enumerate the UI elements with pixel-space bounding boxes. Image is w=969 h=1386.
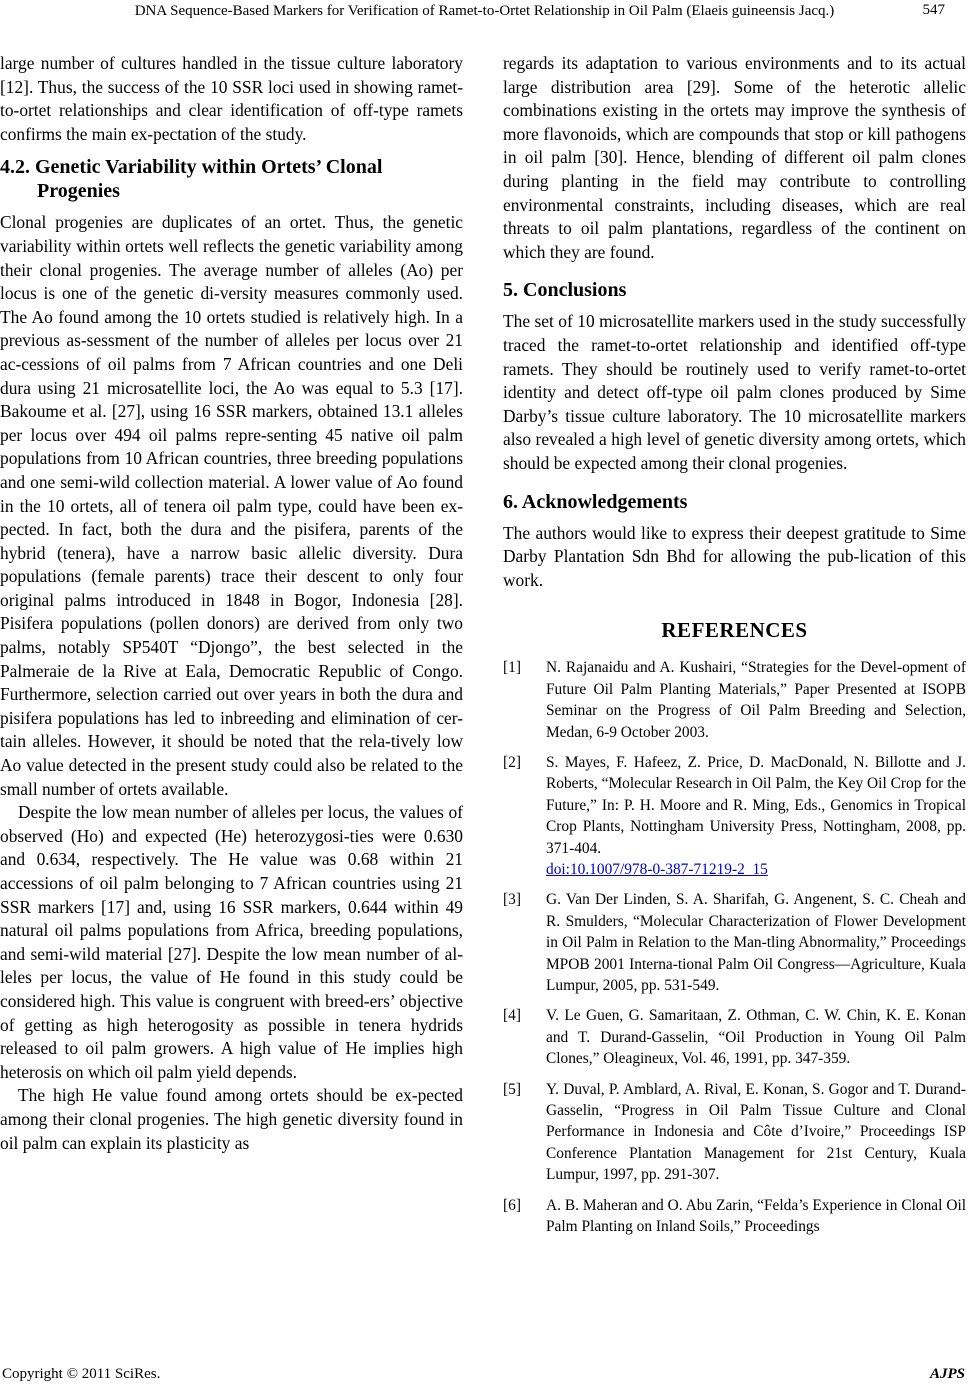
reference-number: [1] [503, 659, 521, 677]
reference-item [503, 1195, 966, 1238]
paragraph-acknowledgements: The authors would like to express their deepest gratitude to Sime Darby Plantation Sdn Bhd for allowing the pub-lication of this work. [503, 522, 966, 590]
copyright-footer: Copyright © 2011 SciRes. [2, 1366, 161, 1382]
running-header: DNA Sequence-Based Markers for Verification of Ramet-to-Ortet Relationship in Oil Palm (Elaeis guineensis Jacq.) [134, 3, 835, 19]
paragraph-clonal-progenies: Clonal progenies are duplicates of an ortet. Thus, the genetic variability within ortets well reflects the genetic variability among their clonal progenies. The average number of alleles (Ao) per locus is one of the genetic di-versity measures commonly used. The Ao found among the 10 ortets studied is relatively high. In a previous as-sessment of the number of alleles per locus over 21 ac-cessions of oil palms from 7 African countries and one Deli dura using 21 microsatellite loci, the Ao was equal to 5.3 [17]. Bakoume et al. [27], using 16 SSR markers, obtained 13.1 alleles per locus over 494 oil palms repre-senting 45 native oil palm populations from 10 African countries, three breeding populations and one semi-wild collection material. A lower value of Ao found in the 10 ortets, all of tenera oil palm type, could have been ex-pected. In fact, both the dura and the pisifera, parents of the hybrid (tenera), have a narrow basic allelic diversity. Dura populations (female parents) trace their descent to only four original palms introduced in 1848 in Bogor, Indonesia [28]. Pisifera populations (pollen donors) are derived from only two palms, notably SP540T “Djongo”, the best selected in the Palmeraie de la Rive at Eala, Democratic Republic of Congo. Furthermore, selection carried out over years in both the dura and pisifera populations has led to inbreeding and elimination of cer-tain alleles. However, it should be noted that the rela-tively low Ao value detected in the present study could also be related to the small number of ortets available. [0, 212, 463, 799]
reference-text: A. B. Maheran and O. Abu Zarin, “Felda’s Experience in Clonal Oil Palm Planting on Inland Soils,” Proceedings [546, 1196, 966, 1236]
reference-item [503, 1079, 966, 1186]
section-number: 4.2. [0, 156, 30, 179]
paragraph-conclusions: The set of 10 microsatellite markers used in the study successfully traced the ramet-to-ortet relationship and identified off-type ramets. They should be routinely used to verify ramet-to-ortet identity and detect off-type oil palm clones produced by Sime Darby’s tissue culture laboratory. The 10 microsatellite markers also revealed a high level of genetic diversity among ortets, which should be expected among their clonal progenies. [503, 311, 966, 473]
reference-text: Y. Duval, P. Amblard, A. Rival, E. Konan, S. Gogor and T. Durand-Gasselin, “Progress in Oil Palm Tissue Culture and Clonal Performance in Indonesia and Côte d’Ivoire,” Proceedings ISP Conference Plantation Management for 21st Century, Kuala Lumpur, 1997, pp. 291-307. [546, 1080, 966, 1184]
references-heading: REFERENCES [661, 618, 808, 643]
section-6-heading: 6. Acknowledgements [503, 490, 688, 513]
reference-item [503, 657, 966, 743]
paragraph-tissue-culture: large number of cultures handled in the tissue culture laboratory [12]. Thus, the success of the 10 SSR loci used in showing ramet-to-ortet relationships and clear identification of off-type ramets confirms the main ex-pectation of the study. [0, 53, 463, 144]
reference-text: S. Mayes, F. Hafeez, Z. Price, D. MacDonald, N. Billotte and J. Roberts, “Molecular Research in Oil Palm, the Key Oil Crop for the Future,” In: P. H. Moore and R. Ming, Eds., Genomics in Tropical Crop Plants, Nottingham University Press, Nottingham, 2008, pp. 371-404. [546, 753, 966, 857]
reference-number: [6] [503, 1196, 521, 1214]
paragraph-heterozygosity: Despite the low mean number of alleles per locus, the values of observed (Ho) and expected (He) heterozygosi-ties were 0.630 and 0.634, respectively. The He value was 0.68 within 21 accessions of oil palm belonging to 7 African countries using 21 SSR markers [17] and, using 16 SSR markers, 0.644 within 49 natural oil palms populations from Africa, breeding populations, and semi-wild material [27]. Despite the low mean number of al-leles per locus, the value of He found in this study could be considered high. This value is congruent with breed-ers’ objective of getting as high heterogosity as possible in tenera hydrids released to oil palm growers. A high value of He implies high heterosis on which oil palm yield depends. [0, 802, 463, 1082]
reference-item [503, 1005, 966, 1069]
section-title-line1: Genetic Variability within Ortets’ Clonal [35, 156, 383, 179]
paragraph-adaptation: regards its adaptation to various environments and to its actual large distribution area [29]. Some of the heterotic allelic combinations existing in the ortets may improve the synthesis of more flavonoids, which are compounds that stop or kill pathogens in oil palm [30]. Hence, blending of different oil palm clones during planting in the field may contribute to controlling environmental constraints, including diseases, which are real threats to oil palm plantations, regardless of the continent on which they are found. [503, 53, 966, 262]
reference-number: [4] [503, 1007, 521, 1025]
reference-number: [2] [503, 753, 521, 771]
reference-body [546, 752, 966, 880]
section-title-line2: Progenies [37, 180, 120, 203]
section-5-heading: 5. Conclusions [503, 279, 627, 302]
doi-link[interactable]: doi:10.1007/978-0-387-71219-2_15 [546, 860, 768, 878]
paragraph-high-he: The high He value found among ortets should be ex-pected among their clonal progenies. The high genetic diversity found in oil palm can explain its plasticity as [0, 1085, 463, 1153]
page-number: 547 [922, 2, 945, 18]
reference-text: N. Rajanaidu and A. Kushairi, “Strategies for the Devel-opment of Future Oil Palm Planting Materials,” Paper Presented at ISOPB Seminar on the Progress of Oil Palm Breeding and Selection, Medan, 6-9 October 2003. [546, 659, 966, 741]
reference-number: [3] [503, 891, 521, 909]
reference-text: V. Le Guen, G. Samaritaan, Z. Othman, C. W. Chin, K. E. Konan and T. Durand-Gasselin, “Oil Production in Young Oil Palm Clones,” Oleagineux, Vol. 46, 1991, pp. 347-359. [546, 1007, 966, 1068]
right-column [503, 52, 966, 1246]
section-4-2-heading [0, 155, 463, 203]
journal-footer: AJPS [929, 1366, 965, 1382]
reference-item [503, 889, 966, 996]
reference-number: [5] [503, 1080, 521, 1098]
reference-text: G. Van Der Linden, S. A. Sharifah, G. Angenent, S. C. Cheah and R. Smulders, “Molecular Characterization of Flower Development in Oil Palm in Relation to the Man-tling Abnormality,” Proceedings MPOB 2001 Interna-tional Palm Oil Congress―Agriculture, Kuala Lumpur, 2005, pp. 531-549. [546, 891, 966, 994]
left-column [0, 52, 463, 1155]
reference-item [503, 752, 966, 880]
